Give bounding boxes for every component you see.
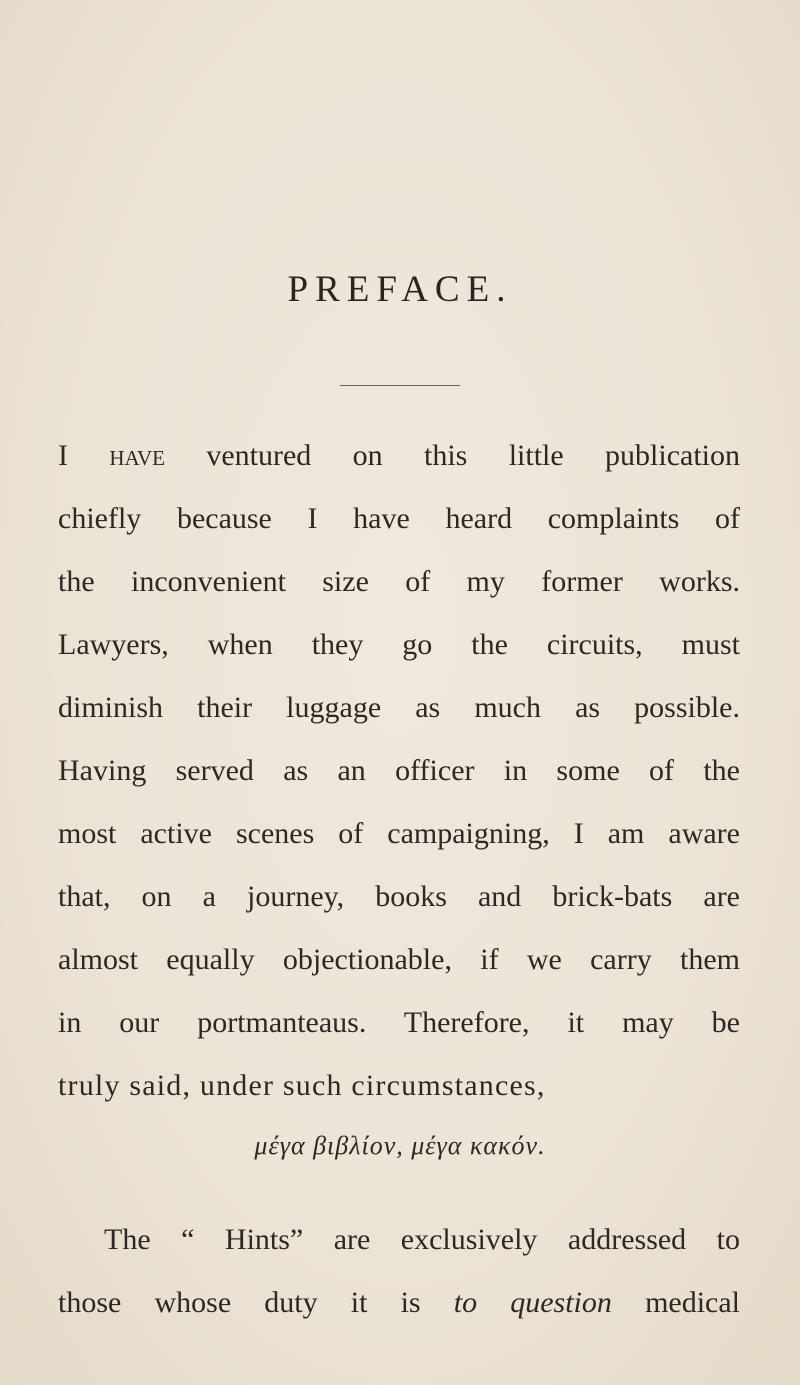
opening-words: I have [58, 439, 165, 472]
text-line: The “ Hints” are exclusively addressed to [104, 1223, 740, 1256]
title-divider [340, 385, 460, 386]
text-line: truly said, under such circumstances, [58, 1069, 546, 1102]
text-line [58, 1285, 740, 1321]
text-line: chiefly because I have heard complaints of [58, 502, 740, 535]
text-line: most active scenes of campaigning, I am aware [58, 817, 740, 850]
text-line: the inconvenient size of my former works. [58, 565, 740, 598]
text-line: Having served as an officer in some of the [58, 754, 740, 787]
text-line: Lawyers, when they go the circuits, must [58, 628, 740, 661]
text-line: almost equally objectionable, if we carry them [58, 943, 740, 976]
text-line: that, on a journey, books and brick-bats are [58, 880, 740, 913]
italic-text: to question [453, 1286, 612, 1319]
text-line [58, 438, 740, 474]
line-text: those whose duty it is [58, 1286, 421, 1319]
greek-quotation: μέγα βιβλίον, μέγα κακόν. [254, 1131, 546, 1160]
page-title: PREFACE. [287, 269, 513, 310]
text-line: diminish their luggage as much as possible. [58, 691, 740, 724]
line-text: medical [645, 1286, 741, 1319]
line-text: ventured on this little publication [206, 439, 741, 472]
text-line: in our portmanteaus. Therefore, it may be [58, 1006, 740, 1039]
